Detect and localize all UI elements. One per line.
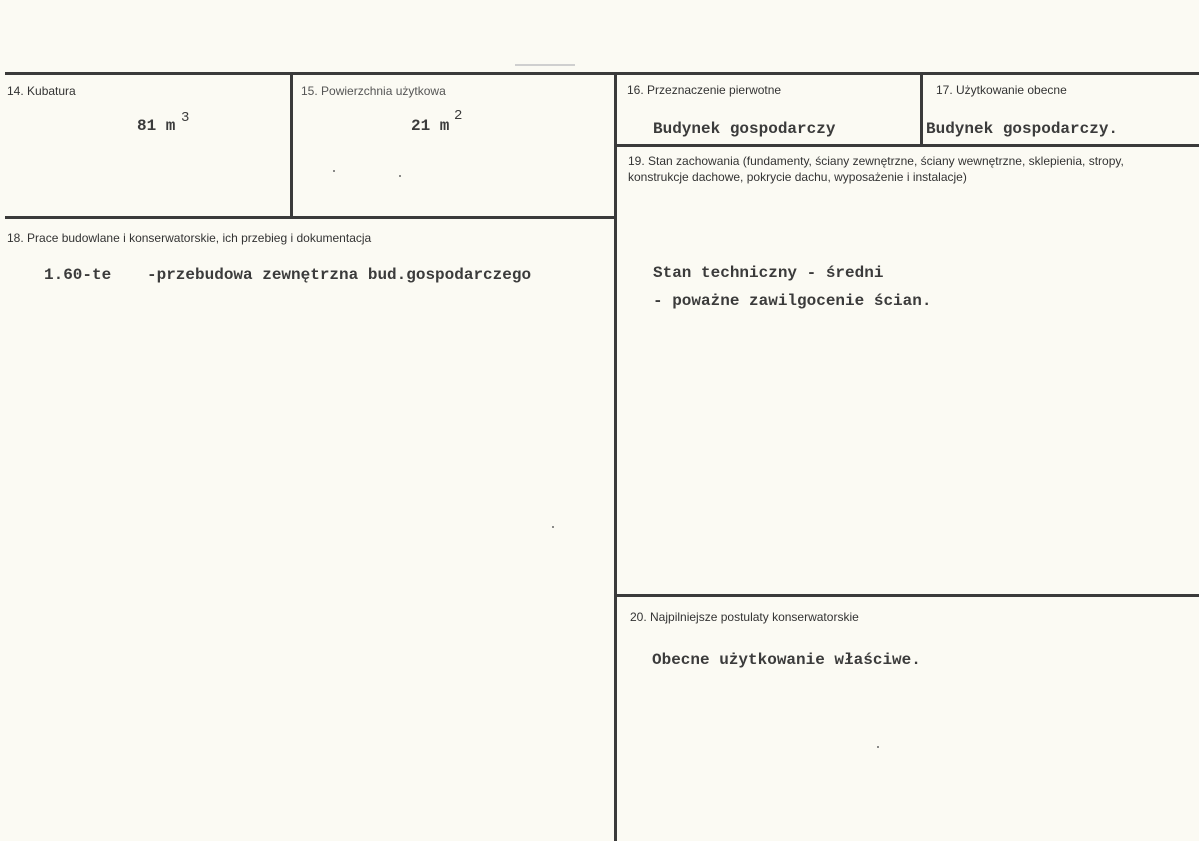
field-15-unit-exponent: 2 bbox=[454, 108, 463, 124]
speck bbox=[552, 526, 554, 528]
field-15-value: 21 m bbox=[411, 117, 450, 135]
field-20-label: 20. Najpilniejsze postulaty konserwatorskie bbox=[630, 610, 859, 624]
field-15-label: 15. Powierzchnia użytkowa bbox=[301, 84, 446, 98]
field-20-value: Obecne użytkowanie właściwe. bbox=[652, 651, 921, 669]
field-19-line-1: Stan techniczny - średni bbox=[653, 264, 884, 282]
top-smudge bbox=[515, 64, 575, 66]
field-18-value: -przebudowa zewnętrzna bud.gospodarczego bbox=[147, 266, 532, 284]
field-18-date: 1.60-te bbox=[44, 266, 112, 284]
field-18-label: 18. Prace budowlane i konserwatorskie, ich przebieg i dokumentacja bbox=[7, 231, 372, 245]
field-14-unit-exponent: 3 bbox=[181, 110, 190, 126]
rule-under-19 bbox=[616, 594, 1199, 597]
rule-under-14-15 bbox=[5, 216, 616, 219]
speck bbox=[333, 170, 335, 172]
field-14-label: 14. Kubatura bbox=[7, 84, 76, 98]
field-19-label: 19. Stan zachowania (fundamenty, ściany zewnętrzne, ściany wewnętrzne, sklepienia, stropy, konstrukcje dachowe, pokrycie dachu, wyposażenie i instalacje) bbox=[628, 154, 1124, 184]
divider-center bbox=[614, 72, 617, 841]
field-17-value: Budynek gospodarczy. bbox=[926, 120, 1119, 138]
field-19-line-2: - poważne zawilgocenie ścian. bbox=[653, 292, 932, 310]
speck bbox=[877, 746, 879, 748]
rule-under-16-17 bbox=[616, 144, 1199, 147]
top-rule bbox=[5, 72, 1199, 75]
field-14-value: 81 m bbox=[137, 117, 176, 135]
field-16-label: 16. Przeznaczenie pierwotne bbox=[627, 83, 782, 97]
divider-14-15 bbox=[290, 72, 293, 219]
divider-16-17 bbox=[920, 72, 923, 146]
speck bbox=[399, 175, 401, 177]
field-16-value: Budynek gospodarczy bbox=[653, 120, 836, 138]
field-17-label: 17. Użytkowanie obecne bbox=[936, 83, 1067, 97]
